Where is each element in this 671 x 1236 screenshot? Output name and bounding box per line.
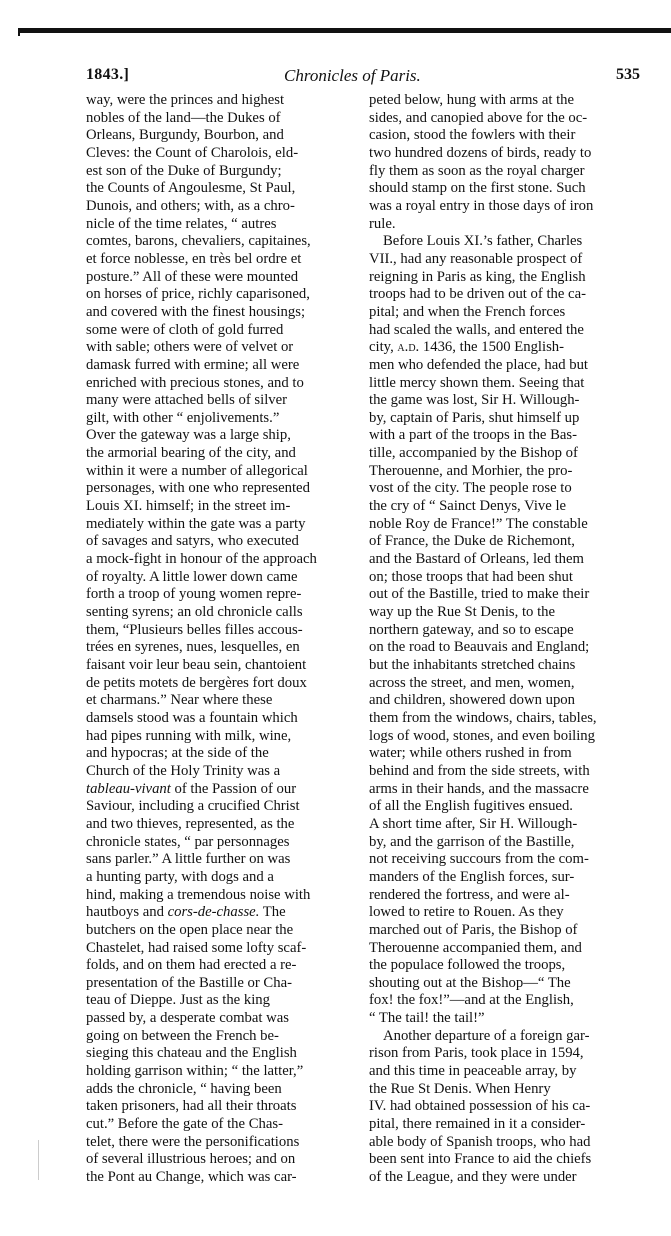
right-text-b: 1436, the 1500 English- men who defended the place, had but little mercy shown them. Seeing that the game was lost, Sir H. Willough- by, captain of Paris, shut himself up with a part of the troops in the Bas- tille, accompanied by the Bishop of Therouenne, and Morhier, the pro- vost of the city. The people rose to the cry of “ Sainct Denys, Vive le noble Roy de France!” The constable of France, the Duke de Richemont, and the Bastard of Orleans, led them on; those troops that had been shut out of the Bastille, tried to make their way up the Rue St Denis, to the northern gateway, and so to escape on the road to Beauvais and England; but the inhabitants stretched chains across the street, and men, women, and children, showered down upon them from the windows, chairs, tables, logs of wood, stones, and even boiling water; while others rushed in from behind and from the side streets, with arms in their hands, and the massacre of all the English fugitives ensued. A short time after, Sir H. Willough- by, and the garrison of the Bastille, not receiving succours from the com- manders of the English forces, sur- rendered the fortress, and were al- lowed to retire to Rouen. As they marched out of Paris, the Bishop of Therouenne accompanied them, and the populace followed the troops, shouting out at the Bishop—“ The fox! the fox!”—and at the English, “ The tail! the tail!” [369, 339, 597, 1027]
left-text-a: way, were the princes and highest nobles of the land—the Dukes of Orleans, Burgundy, Bourbon, and Cleves: the Count of Charolois, eld- est son of the Duke of Burgundy; the Counts of Angoulesme, St Paul, Dunois, and others; with, as a chro- nicle of the time relates, “ autres comtes, barons, chevaliers, capitaines, et force noblesse, en très bel ordre et posture.” All of these were mounted on horses of price, richly caparisoned, and covered with the finest housings; some were of cloth of gold furred with sable; others were of velvet or damask furred with ermine; all were enriched with precious stones, and to many were attached bells of silver gilt, with other “ enjolivements.” Over the gateway was a large ship, the armorial bearing of the city, and within it were a number of allegorical personages, with one who represented Louis XI. himself; in the street im- mediately within the gate was a party of savages and satyrs, who executed a mock-fight in honour of the approach of royalty. A little lower down came forth a troop of young women repre- senting syrens; an old chronicle calls them, “Plusieurs belles filles accous- trées en syrenes, nues, lesquelles, en faisant voir leur beau sein, chantoient de petits motets de bergères fort doux et charmans.” Near where these damsels stood was a fountain which had pipes running with milk, wine, and hypocras; at the side of the Church of the Holy Trinity was a [86, 92, 317, 779]
right-paragraph-3: Another departure of a foreign gar- rison from Paris, took place in 1594, and this time in peaceable array, by the Rue St Denis. When Henry IV. had obtained possession of his ca- pital, there remained in it a consider- able body of Spanish troops, who had been sent into France to aid the chiefs of the League, and they were under [369, 1027, 592, 1186]
left-italic-cors: cors-de-chasse. [167, 904, 260, 921]
header-title: Chronicles of Paris. [284, 66, 421, 85]
top-rule [18, 28, 671, 33]
left-rule-tick [18, 28, 20, 36]
header-year: 1843.] [86, 66, 130, 83]
left-italic-tableau: tableau-vivant [86, 780, 171, 797]
page-number: 535 [616, 66, 640, 83]
right-text-a: Before Louis XI.’s father, Charles VII., had any reasonable prospect of reigning in Paris as king, the English troops had to be driven out of the ca- pital; and when the French forces had scaled the walls, and entered the city, [369, 233, 586, 356]
left-text-b: of the Passion of our Saviour, including a crucified Christ and two thieves, represented, as the chronicle states, “ par personnages sans parler.” A little further on was a hunting party, with dogs and a hind, making a tremendous noise with hautboys and [86, 780, 311, 921]
left-column [86, 92, 352, 1187]
running-header [86, 66, 640, 88]
right-column [369, 92, 640, 1187]
anno-domini: a.d. [397, 339, 420, 356]
margin-speck [38, 1140, 39, 1180]
left-text-c: The butchers on the open place near the Chastelet, had raised some lofty scaf- folds, and on them had erected a re- presentation of the Bastille or Cha- teau of Dieppe. Just as the king passed by, a desperate combat was going on between the French be- sieging this chateau and the English holding garrison within; “ the latter,” adds the chronicle, “ having been taken prisoners, had all their throats cut.” Before the gate of the Chas- telet, there were the personifications of several illustrious heroes; and on the Pont au Change, which was car- [86, 904, 307, 1186]
right-paragraph-1: peted below, hung with arms at the sides, and canopied above for the oc- casion, stood the fowlers with their two hundred dozens of birds, ready to fly them as soon as the royal charger should stamp on the first stone. Such was a royal entry in those days of iron rule. [369, 92, 594, 232]
left-paragraph-1 [86, 92, 352, 1187]
right-paragraph-2 [369, 233, 640, 1028]
